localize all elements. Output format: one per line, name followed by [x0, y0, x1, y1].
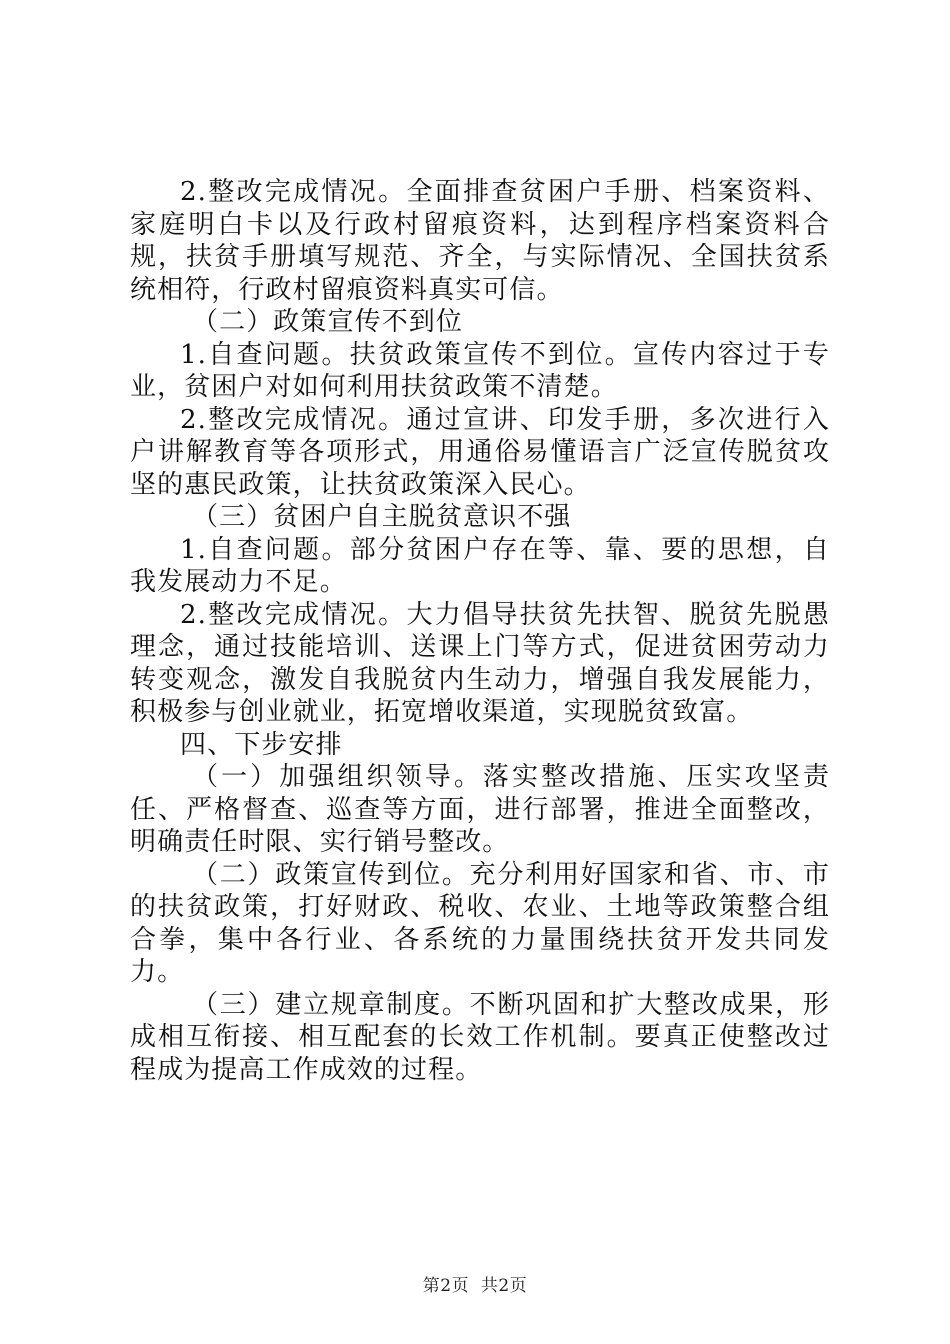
page-footer: [0, 1271, 950, 1296]
document-body: [130, 176, 830, 1086]
page-total: 共2页: [480, 1276, 528, 1296]
heading-self-reliance: （三）贫困户自主脱贫意识不强: [192, 502, 572, 532]
footer-separator: [469, 1276, 481, 1296]
paragraph-self-check-motivation: 1.自查问题。部分贫困户存在等、靠、要的思想，自我发展动力不足。: [130, 534, 830, 597]
heading-next-steps: 四、下步安排: [180, 729, 343, 760]
paragraph-leadership: （一）加强组织领导。落实整改措施、压实攻坚责任、严格督查、巡查等方面，进行部署，推进全面整改，明确责任时限、实行销号整改。: [130, 762, 830, 857]
paragraph-rectification-motivation: 2.整改完成情况。大力倡导扶贫先扶智、脱贫先脱愚理念，通过技能培训、送课上门等方式，促进贫困劳动力转变观念，激发自我脱贫内生动力，增强自我发展能力，积极参与创业就业，拓宽增收渠道，实现脱贫致富。: [130, 599, 830, 727]
paragraph-self-check-publicity: 1.自查问题。扶贫政策宣传不到位。宣传内容过于专业，贫困户对如何利用扶贫政策不清楚。: [130, 339, 830, 402]
heading-policy-publicity: （二）政策宣传不到位: [192, 307, 464, 337]
page-number: 第2页: [422, 1276, 470, 1296]
paragraph-rectification-publicity: 2.整改完成情况。通过宣讲、印发手册，多次进行入户讲解教育等各项形式，用通俗易懂语言广泛宣传脱贫攻坚的惠民政策，让扶贫政策深入民心。: [130, 404, 830, 500]
paragraph-rules-system: （三）建立规章制度。不断巩固和扩大整改成果，形成相互衔接、相互配套的长效工作机制。要真正使整改过程成为提高工作成效的过程。: [130, 989, 830, 1085]
paragraph-rectification-records: 2.整改完成情况。全面排查贫困户手册、档案资料、家庭明白卡以及行政村留痕资料，达到程序档案资料合规，扶贫手册填写规范、齐全，与实际情况、全国扶贫系统相符，行政村留痕资料真实可信。: [130, 177, 830, 305]
paragraph-policy-in-place: （二）政策宣传到位。充分利用好国家和省、市、市的扶贫政策，打好财政、税收、农业、土地等政策整合组合拳，集中各行业、各系统的力量围绕扶贫开发共同发力。: [130, 859, 830, 987]
